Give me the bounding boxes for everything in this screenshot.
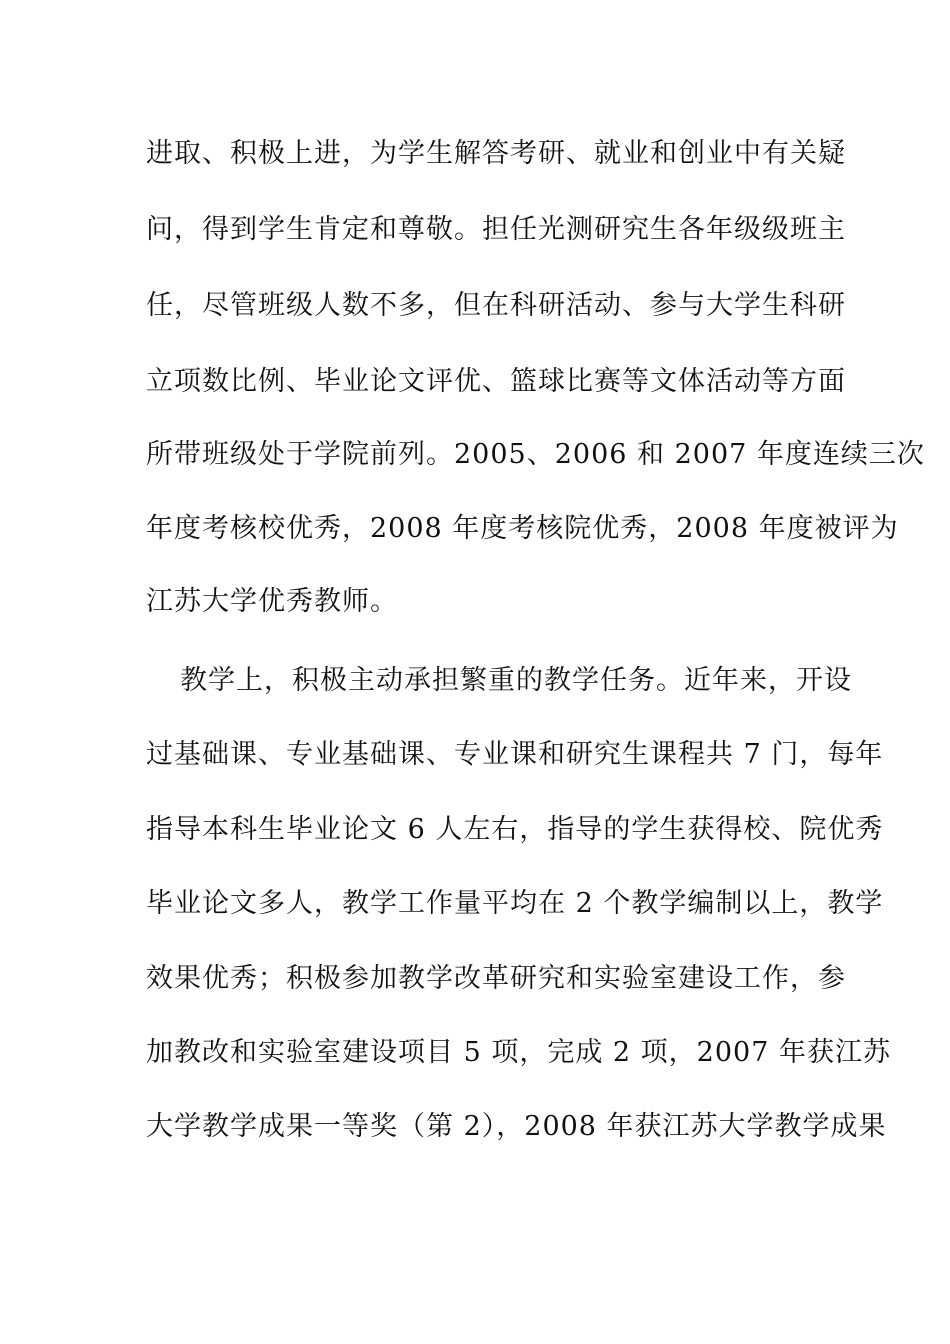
paragraph-line-4: 立项数比例、毕业论文评优、篮球比赛等文体活动等方面: [146, 366, 846, 397]
paragraph-2-line-2: 过基础课、专业基础课、专业课和研究生课程共 7 门，每年: [146, 739, 884, 770]
paragraph-2-line-1: 教学上，积极主动承担繁重的教学任务。近年来，开设: [180, 665, 852, 696]
paragraph-2-line-6: 加教改和实验室建设项目 5 项，完成 2 项，2007 年获江苏: [146, 1037, 891, 1068]
paragraph-2-line-3: 指导本科生毕业论文 6 人左右，指导的学生获得校、院优秀: [146, 814, 884, 845]
paragraph-line-6: 年度考核校优秀，2008 年度考核院优秀，2008 年度被评为: [146, 513, 899, 544]
paragraph-2-line-5: 效果优秀；积极参加教学改革研究和实验室建设工作，参: [146, 963, 846, 994]
paragraph-line-3: 任，尽管班级人数不多，但在科研活动、参与大学生科研: [146, 290, 846, 321]
paragraph-2-line-4: 毕业论文多人，教学工作量平均在 2 个教学编制以上，教学: [146, 888, 884, 919]
paragraph-line-2: 问，得到学生肯定和尊敬。担任光测研究生各年级级班主: [146, 214, 846, 245]
paragraph-line-1: 进取、积极上进，为学生解答考研、就业和创业中有关疑: [146, 138, 846, 169]
paragraph-2-line-7: 大学教学成果一等奖（第 2），2008 年获江苏大学教学成果: [146, 1111, 887, 1142]
paragraph-line-7: 江苏大学优秀教师。: [146, 586, 398, 617]
paragraph-line-5: 所带班级处于学院前列。2005、2006 和 2007 年度连续三次: [146, 439, 925, 470]
